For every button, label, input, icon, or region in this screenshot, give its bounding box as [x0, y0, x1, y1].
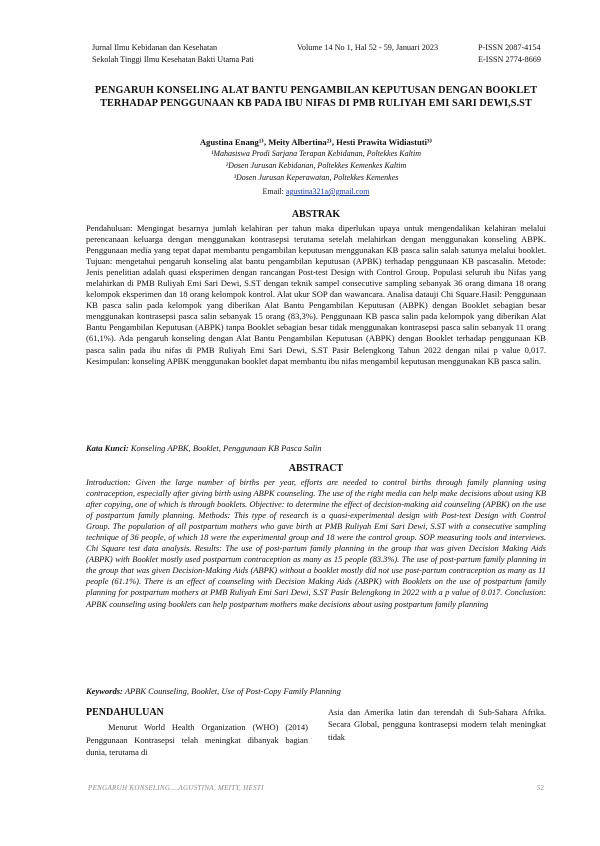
issn-info	[478, 42, 541, 66]
pendahuluan-right-column	[328, 706, 546, 743]
p-issn: P-ISSN 2087-4154	[478, 43, 541, 52]
abstrak-heading: ABSTRAK	[291, 209, 341, 220]
kata-kunci-label: Kata Kunci:	[86, 443, 129, 453]
author-list: Agustina Enang¹⁾, Meity Albertina²⁾, Hesti Prawita Widiastuti³⁾	[199, 137, 433, 147]
author-email	[86, 186, 546, 197]
running-title: PENGARUH KONSELING....AGUSTINA, MEITY, HESTI	[88, 784, 264, 792]
journal-title-line: Jurnal Ilmu Kebidanan dan Kesehatan	[92, 43, 218, 52]
pendahuluan-left-column	[86, 707, 308, 758]
journal-name	[92, 42, 254, 66]
pendahuluan-paragraph-left: Menurut World Health Organization (WHO) (2014) Penggunaan Kontrasepsi telah meningkat dibanyak bagian dunia, terutama di	[86, 722, 308, 757]
abstract-heading: ABSTRACT	[288, 463, 344, 474]
journal-publisher-line: Sekolah Tinggi Ilmu Kesehatan Bakti Utama Pati	[92, 55, 254, 64]
affiliation-3: ³Dosen Jurusan Keperawatan, Poltekkes Kemenkes	[233, 173, 399, 182]
keywords-label: Keywords:	[86, 686, 123, 696]
keywords-values: APBK Counseling, Booklet, Use of Post-Copy Family Planning	[122, 686, 341, 696]
page-number: 52	[537, 784, 544, 792]
abstract-text: Introduction: Given the large number of births per year, efforts are needed to control births through family planning using contraception, especially after giving birth using ABPK counseling. The use of the right media can help make decisions about using KB after copying, one of which is through booklets. Objective: to determine the effect of decision-making aid counseling (APBK) on the use of postpartum family planning. Methods: This type of research is a quasi-experimental design with Post-test Design with Control Group. The population of all postpartum mothers who gave birth at PMB Ruliyah Emi Sari Dewi, S.ST with a consecutive sampling technique of 36 people, of which 18 were the experimental group and 18 were the control group. SOP measuring tools and interviews. Chi Square test data analysis. Results: The use of post-partum family planning in the group that was given Decision Making Aids (ABPK) with Booklet mostly used postpartum contraception as many as 15 people (83.3%). The use of post-partum family planning in the group that was given Decision-Making Aids (ABPK) without a booklet mostly did not use post-partum contraception as many as 11 people (61.1%). There is an effect of counseling with Decision Making Aids (ABPK) with Booklets on the use of postpartum family planning for postpartum mothers at PMB Ruliyah Emi Sari Dewi, S.ST Pasir Belengkong in 2022 with a p value of 0.017. Conclusion: APBK counseling using booklets can help postpartum mothers make decisions about using postpartum family planning	[86, 477, 546, 609]
affiliation-2: ²Dosen Jurusan Kebidanan, Poltekkes Kemenkes Kaltim	[225, 161, 407, 170]
paper-title: PENGARUH KONSELING ALAT BANTU PENGAMBILAN KEPUTUSAN DENGAN BOOKLET TERHADAP PENGGUNAAN KB PADA IBU NIFAS DI PMB RULIYAH EMI SARI DEWI,S.ST	[94, 85, 538, 109]
e-issn: E-ISSN 2774-8669	[478, 55, 541, 64]
email-link[interactable]: agustina321a@gmail.com	[285, 187, 370, 196]
pendahuluan-heading: PENDAHULUAN	[86, 707, 164, 718]
pendahuluan-paragraph-right: Asia dan Amerika latin dan terendah di Sub-Sahara Afrika. Secara Global, pengguna kontrasepsi modern telah meningkat tidak	[328, 707, 546, 742]
keywords	[86, 686, 546, 697]
email-label: Email:	[262, 187, 286, 196]
kata-kunci	[86, 443, 546, 454]
kata-kunci-values: Konseling APBK, Booklet, Penggunaan KB Pasca Salin	[128, 443, 322, 453]
affiliation-1: ¹Mahasiswa Prodi Sarjana Terapan Kebidanan, Poltekkes Kaltim	[210, 149, 422, 158]
abstrak-text: Pendahuluan: Mengingat besarnya jumlah kelahiran per tahun maka diperlukan upaya untuk mengendalikan kelahiran melalui perencanaan keluarga dengan menggunakan kontrasepsi terutama setelah melahirkan dengan menggunakan konseling ABPK. Penggunaan media yang tepat dapat membantu pengambilan keputusan menggunakan KB pasca salin salah satunya melalui booklet. Tujuan: mengetahui pengaruh konseling alat bantu pengambilan keputusan (APBK) terhadap penggunaan KB pascasalin. Metode: Jenis penelitian adalah quasi eksperimen dengan rancangan Post-test Design with Control Group. Populasi seluruh ibu Nifas yang melahirkan di PMB Ruliyah Emi Sari Dewi, S.ST dengan teknik sampel consecutive sampling sebanyak 36 orang dimana 18 orang kelompok eksperimen dan 18 orang kelompok kontrol. Alat ukur SOP dan wawancara. Analisa datauji Chi Square.Hasil: Penggunaan KB pasca salin pada kelompok yang diberikan Alat Bantu Pengambilan Keputusan (ABPK) dengan Booklet sebagian besar menggunakan kontrasepsi pasca salin sebanyak 15 orang (83,3%). Penggunaan KB pasca salin pada kelompok yang diberikan Alat Bantu Pengambilan Keputusan (ABPK) tanpa Booklet sebagian besar tidak menggunakan kontrasepsi pasca salin sebanyak 11 orang (61,1%). Ada pengaruh konseling dengan Alat Bantu Pengambilan Keputusan (ABPK) dengan Booklet terhadap penggunaan KB pasca salin pada ibu nifas di PMB Ruliyah Emi Sari Dewi, S.ST Pasir Belengkong Tahun 2022 dengan nilai p value 0,017. Kesimpulan: konseling APBK menggunakan booklet dapat membantu ibu nifas mengambil keputusan menggunakan KB pasca salin.	[86, 223, 546, 366]
volume-info: Volume 14 No 1, Hal 52 - 59, Januari 2023	[297, 43, 439, 52]
